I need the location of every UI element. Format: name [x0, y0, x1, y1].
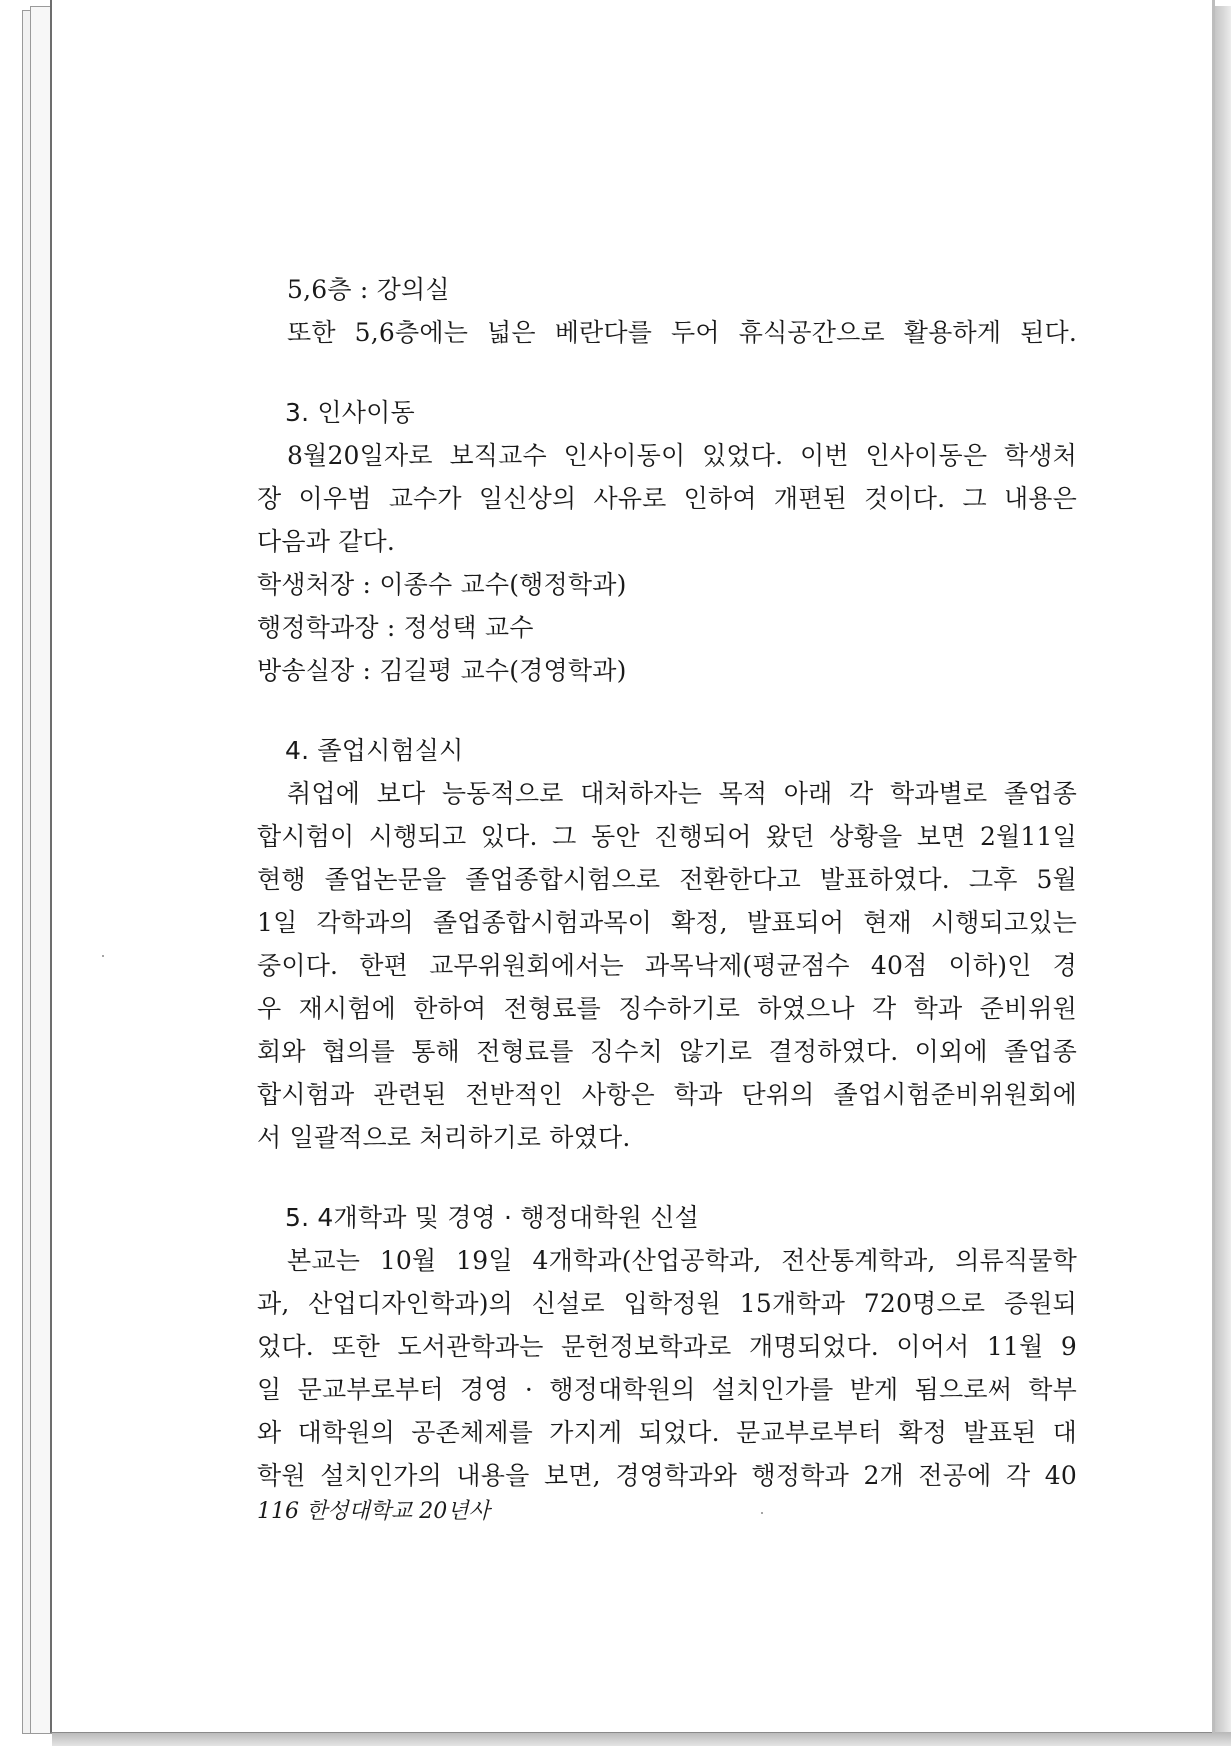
appointment-list-item: 학생처장 : 이종수 교수(행정학과) — [257, 570, 627, 599]
appointment-list-item: 행정학과장 : 정성택 교수 — [257, 613, 534, 642]
section-5-line: 학원 설치인가의 내용을 보면, 경영학과와 행정학과 2개 전공에 각 40 — [257, 1461, 1077, 1490]
section-4-line: 우 재시험에 한하여 전형료를 징수하기로 하였으나 각 학과 준비위원 — [257, 994, 1077, 1023]
section-4-line: 현행 졸업논문을 졸업종합시험으로 전환한다고 발표하였다. 그후 5월 — [257, 865, 1077, 894]
book-title: 한성대학교 20년사 — [306, 1499, 490, 1524]
scan-speck — [761, 1512, 763, 1514]
section-4-line: 회와 협의를 통해 전형료를 징수치 않기로 결정하였다. 이외에 졸업종 — [257, 1037, 1077, 1066]
section-4-line: 합시험과 관련된 전반적인 사항은 학과 단위의 졸업시험준비위원회에 — [257, 1080, 1077, 1109]
section-3-line: 장 이우범 교수가 일신상의 사유로 인하여 개편된 것이다. 그 내용은 — [257, 484, 1077, 513]
page-footer — [257, 1494, 490, 1525]
floor-line: 5,6층 : 강의실 — [287, 275, 450, 304]
balcony-line: 또한 5,6층에는 넓은 베란다를 두어 휴식공간으로 활용하게 된다. — [287, 318, 1077, 347]
section-4-line: 취업에 보다 능동적으로 대처하자는 목적 아래 각 학과별로 졸업종 — [287, 779, 1077, 808]
section-3-heading: 3. 인사이동 — [285, 398, 415, 427]
page-content — [257, 268, 1077, 1497]
section-5-heading: 5. 4개학과 및 경영 · 행정대학원 신설 — [285, 1203, 699, 1232]
section-5-line: 본교는 10월 19일 4개학과(산업공학과, 전산통계학과, 의류직물학 — [287, 1246, 1077, 1275]
section-gap — [257, 692, 1077, 729]
section-4-line: 1일 각학과의 졸업종합시험과목이 확정, 발표되어 현재 시행되고있는 — [257, 908, 1077, 937]
section-4-line: 합시험이 시행되고 있다. 그 동안 진행되어 왔던 상황을 보면 2월11일 — [257, 822, 1077, 851]
section-5-line: 과, 산업디자인학과)의 신설로 입학정원 15개학과 720명으로 증원되 — [257, 1289, 1077, 1318]
scan-speck — [102, 955, 104, 957]
section-5-line: 와 대학원의 공존체제를 가지게 되었다. 문교부로부터 확정 발표된 대 — [257, 1418, 1077, 1447]
section-3-line: 다음과 같다. — [257, 527, 396, 556]
section-5-line: 일 문교부로부터 경영 · 행정대학원의 설치인가를 받게 됨으로써 학부 — [257, 1375, 1077, 1404]
page-shadow-right — [1210, 6, 1231, 1746]
section-4-line: 중이다. 한편 교무위원회에서는 과목낙제(평균점수 40점 이하)인 경 — [257, 951, 1077, 980]
page-shadow-bottom — [52, 1732, 1231, 1746]
appointment-list-item: 방송실장 : 김길평 교수(경영학과) — [257, 656, 627, 685]
section-gap — [257, 354, 1077, 391]
section-4-line: 서 일괄적으로 처리하기로 하였다. — [257, 1123, 631, 1152]
section-4-heading: 4. 졸업시험실시 — [285, 736, 464, 765]
section-gap — [257, 1159, 1077, 1196]
page-number: 116 — [257, 1499, 299, 1524]
section-3-line: 8월20일자로 보직교수 인사이동이 있었다. 이번 인사이동은 학생처 — [287, 441, 1077, 470]
section-5-line: 었다. 또한 도서관학과는 문헌정보학과로 개명되었다. 이어서 11월 9 — [257, 1332, 1077, 1361]
